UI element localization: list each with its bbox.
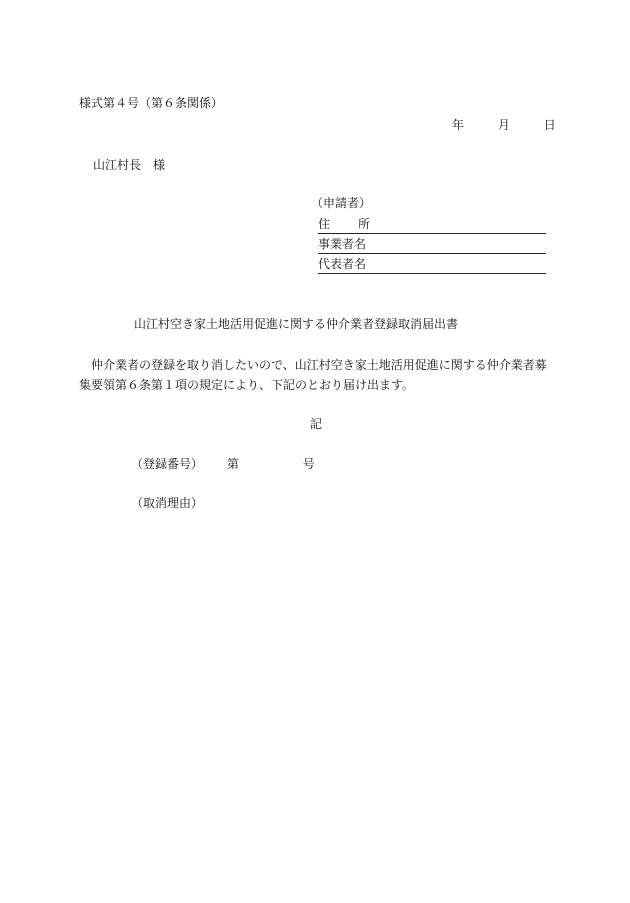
registration-label: （登録番号） — [131, 457, 204, 471]
address-label-char2: 所 — [358, 217, 371, 231]
registration-suffix: 号 — [302, 457, 315, 471]
date-day: 日 — [543, 118, 556, 132]
address-field[interactable] — [318, 218, 546, 234]
ki-marker: 記 — [310, 417, 323, 431]
reason-label: （取消理由） — [131, 496, 204, 510]
date-month: 月 — [497, 118, 510, 132]
applicant-heading: （申請者） — [311, 196, 372, 210]
representative-field[interactable] — [318, 258, 546, 274]
registration-row — [131, 458, 315, 470]
registration-prefix: 第 — [226, 457, 239, 471]
business-name-field[interactable] — [318, 238, 546, 254]
date-line — [452, 119, 556, 131]
body-text: 仲介業者の登録を取り消したいので、山江村空き家土地活用促進に関する仲介業者募集要領第６条第１項の規定により、下記のとおり届け出ます。 — [79, 358, 547, 392]
representative-label: 代表者名 — [318, 257, 367, 271]
address-label-char1: 住 — [318, 217, 331, 231]
document-title: 山江村空き家土地活用促進に関する仲介業者登録取消届出書 — [134, 317, 459, 331]
date-year: 年 — [452, 118, 465, 132]
form-number: 様式第４号（第６条関係） — [79, 96, 224, 110]
business-name-label: 事業者名 — [318, 237, 367, 251]
recipient: 山江村長 様 — [93, 158, 166, 172]
